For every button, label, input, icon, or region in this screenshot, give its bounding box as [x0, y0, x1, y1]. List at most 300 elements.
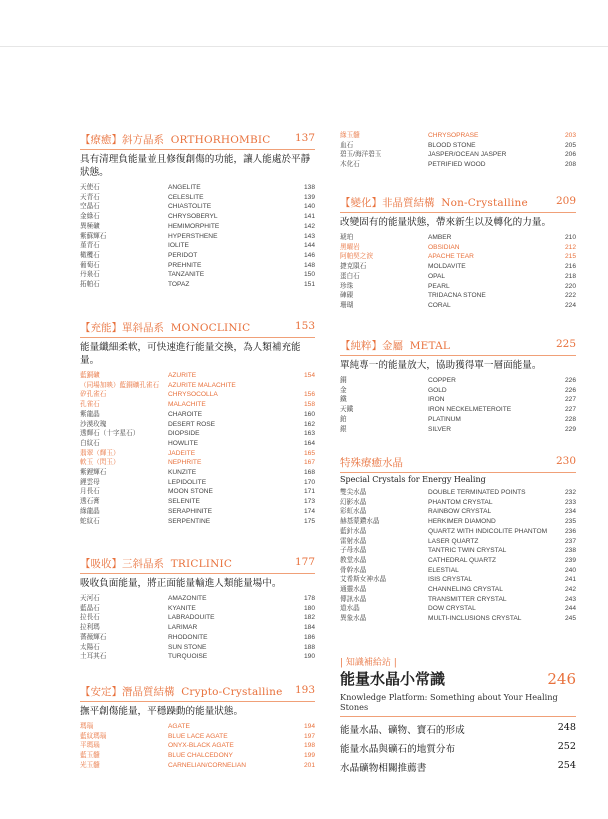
entry-page: 233 — [564, 498, 576, 506]
entry-en-name: CELESLITE — [168, 193, 204, 201]
entry-zh-name: 鋰雲母 — [80, 478, 100, 486]
knowledge-title: 能量水晶小常識 — [340, 670, 446, 688]
toc-entry[interactable] — [340, 604, 576, 614]
entry-page: 190 — [303, 653, 315, 661]
entry-zh-name: 珍珠 — [340, 282, 354, 290]
toc-entry[interactable] — [340, 405, 576, 415]
entry-zh-name: 堇青石 — [80, 242, 100, 250]
entry-page: 156 — [303, 391, 315, 399]
entry-page: 151 — [303, 281, 315, 289]
entry-en-name: CATHEDRAL QUARTZ — [428, 556, 497, 564]
entry-page: 141 — [303, 213, 315, 221]
entry-zh-name: 雷射水晶 — [340, 537, 367, 545]
entry-zh-name: 天河石 — [80, 595, 100, 602]
entry-en-name: LASER QUARTZ — [428, 537, 479, 545]
entry-page: 146 — [303, 251, 315, 259]
toc-entry[interactable] — [340, 386, 576, 396]
entry-zh-name: 天鐵 — [340, 406, 354, 414]
entry-en-name: AGATE — [168, 723, 190, 730]
section-orthorhombic — [80, 132, 315, 290]
entry-zh-name: 雙尖水晶 — [340, 489, 367, 496]
entry-en-name: PREHNITE — [168, 261, 202, 269]
section-en: MONOCLINIC — [170, 322, 251, 334]
entry-zh-name: 彩虹水晶 — [340, 508, 367, 516]
entry-page: 184 — [303, 624, 315, 632]
toc-entry[interactable] — [80, 643, 315, 653]
entry-page: 175 — [303, 517, 315, 525]
entry-en-name: QUARTZ WITH INDICOLITE PHANTOM — [428, 527, 548, 535]
entry-en-name: TANTRIC TWIN CRYSTAL — [428, 547, 507, 555]
section-crypto-crystalline — [80, 684, 315, 771]
entry-en-name: AZURITE MALACHITE — [168, 381, 236, 389]
entry-table — [80, 722, 315, 771]
toc-entry[interactable] — [80, 251, 315, 261]
entry-page: 158 — [303, 401, 315, 409]
entry-zh-name: 艾希斯女神水晶 — [340, 576, 387, 584]
toc-entry[interactable] — [80, 594, 315, 604]
entry-en-name: CHANNELING CRYSTAL — [428, 586, 503, 594]
entry-page: 226 — [564, 386, 576, 394]
entry-en-name: PLATINUM — [428, 415, 461, 423]
entry-page: 180 — [303, 604, 315, 612]
knowledge-subtitle: Knowledge Platform: Something about Your Healing Stones — [340, 692, 558, 712]
entry-zh-name: 薔薇輝石 — [80, 633, 107, 641]
section-page: 193 — [294, 684, 315, 696]
knowledge-item-label: 水晶礦物相關推薦書 — [340, 763, 427, 774]
knowledge-item-label: 能量水晶與礦石的地質分布 — [340, 744, 456, 755]
entry-en-name: JADEITE — [168, 449, 196, 457]
entry-page: 174 — [303, 507, 315, 515]
knowledge-item-label: 能量水晶、礦物、寶石的形成 — [340, 725, 465, 736]
toc-entry[interactable] — [80, 468, 315, 478]
entry-zh-name: 空晶石 — [80, 203, 100, 211]
entry-page: 238 — [564, 547, 576, 555]
entry-zh-name: 教堂水晶 — [340, 556, 367, 564]
entry-zh-name: 透輝石（十字星石） — [80, 430, 140, 438]
section-description: 撫平創傷能量，平穩躁動的能量狀態。 — [80, 706, 244, 717]
section-en: Crypto-Crystalline — [181, 686, 283, 698]
entry-page: 241 — [564, 576, 576, 584]
section-en: TRICLINIC — [170, 558, 233, 570]
section-title[interactable] — [80, 684, 315, 702]
entry-en-name: TANZANITE — [168, 271, 205, 279]
entry-page: 139 — [303, 193, 315, 201]
entry-zh-name: 光玉髓 — [80, 761, 100, 769]
toc-entry[interactable] — [80, 270, 315, 280]
section-title[interactable] — [340, 338, 576, 356]
section-en: METAL — [409, 340, 451, 352]
toc-entry[interactable] — [340, 160, 576, 170]
section-tag: 特殊療癒水晶 — [340, 457, 403, 469]
entry-zh-name: 木化石 — [340, 161, 360, 169]
toc-entry[interactable] — [80, 458, 315, 468]
entry-en-name: PEARL — [428, 282, 450, 290]
entry-en-name: DIOPSIDE — [168, 430, 200, 438]
entry-page: 199 — [303, 752, 315, 760]
entry-en-name: BLUE LACE AGATE — [168, 732, 228, 740]
section-tag: 【充能】單斜晶系 — [80, 322, 164, 334]
toc-entry[interactable] — [340, 556, 576, 566]
entry-page: 245 — [564, 615, 576, 623]
toc-entry[interactable] — [80, 390, 315, 400]
entry-page: 164 — [303, 439, 315, 447]
entry-zh-name: 金綠石 — [80, 213, 100, 221]
section-title[interactable] — [340, 455, 576, 473]
entry-page: 143 — [303, 232, 315, 240]
toc-entry[interactable] — [340, 425, 576, 435]
knowledge-list — [340, 722, 576, 774]
toc-entry[interactable] — [340, 566, 576, 576]
toc-entry[interactable] — [80, 410, 315, 420]
toc-entry[interactable] — [340, 131, 576, 141]
toc-entry[interactable] — [340, 517, 576, 527]
entry-page: 167 — [303, 459, 315, 467]
section-title[interactable] — [80, 320, 315, 338]
entry-en-name: TOPAZ — [168, 281, 190, 289]
entry-page: 210 — [564, 234, 576, 241]
knowledge-platform — [340, 655, 576, 774]
entry-zh-name: 藍銅礦 — [80, 372, 100, 379]
entry-en-name: HOWLITE — [168, 439, 199, 447]
entry-page: 182 — [303, 614, 315, 622]
section-tag: 【變化】非晶質結構 — [340, 197, 435, 209]
entry-en-name: IOLITE — [168, 242, 189, 250]
entry-page: 242 — [564, 586, 576, 594]
entry-en-name: JASPER/OCEAN JASPER — [428, 151, 507, 159]
toc-entry[interactable] — [340, 301, 576, 311]
entry-page — [293, 381, 315, 391]
section-title[interactable] — [340, 195, 576, 213]
toc-entry[interactable] — [80, 741, 315, 751]
entry-table — [80, 594, 315, 662]
entry-page: 227 — [564, 406, 576, 414]
entry-page: 162 — [303, 420, 315, 428]
entry-en-name: CORAL — [428, 301, 451, 309]
section-en: Non-Crystalline — [441, 197, 528, 209]
entry-zh-name: 鐵 — [340, 396, 347, 404]
entry-page: 138 — [303, 184, 315, 191]
entry-en-name: BLOOD STONE — [428, 141, 476, 149]
entry-page: 227 — [564, 396, 576, 404]
entry-en-name: AMAZONITE — [168, 595, 207, 602]
entry-en-name: TRIDACNA STONE — [428, 292, 486, 300]
toc-entry[interactable] — [80, 439, 315, 449]
toc-entry[interactable] — [80, 761, 315, 771]
toc-entry[interactable] — [80, 193, 315, 203]
toc-entry[interactable] — [80, 280, 315, 290]
toc-entry[interactable] — [340, 498, 576, 508]
toc-entry[interactable] — [80, 633, 315, 643]
entry-en-name: IRON — [428, 396, 445, 404]
toc-entry[interactable] — [340, 546, 576, 556]
toc-entry[interactable] — [80, 517, 315, 527]
entry-zh-name: 阿帕契之淚 — [340, 253, 373, 261]
entry-en-name: ONYX-BLACK AGATE — [168, 742, 234, 750]
entry-page: 220 — [564, 282, 576, 290]
entry-zh-name: 紫龍晶 — [80, 410, 100, 418]
knowledge-item-page: 252 — [557, 741, 576, 752]
entry-en-name: CHRYSOPRASE — [428, 132, 479, 139]
entry-page: 224 — [564, 301, 576, 309]
toc-entry[interactable] — [80, 261, 315, 271]
toc-entry[interactable] — [80, 449, 315, 459]
section-monoclinic — [80, 320, 315, 526]
entry-page: 201 — [303, 761, 315, 769]
entry-en-name: ISIS CRYSTAL — [428, 576, 473, 584]
entry-en-name: LARIMAR — [168, 624, 198, 632]
section-page: 177 — [294, 556, 315, 568]
toc-entry[interactable] — [80, 183, 315, 193]
section-page: 225 — [555, 338, 576, 350]
toc-entry[interactable] — [80, 652, 315, 662]
entry-en-name: CHAROITE — [168, 410, 203, 418]
entry-zh-name: 藍紋瑪瑙 — [80, 732, 107, 740]
entry-en-name: ANGELITE — [168, 184, 201, 191]
top-rule — [0, 46, 608, 47]
entry-en-name: HEMIMORPHITE — [168, 222, 220, 230]
toc-entry[interactable] — [80, 751, 315, 761]
entry-page: 244 — [564, 605, 576, 613]
entry-zh-name: 紫蘇輝石 — [80, 232, 107, 240]
entry-page: 140 — [303, 203, 315, 211]
toc-entry[interactable] — [340, 272, 576, 282]
entry-page: 197 — [303, 732, 315, 740]
toc-entry[interactable] — [80, 212, 315, 222]
section-tag: 【吸收】三斜晶系 — [80, 558, 164, 570]
entry-zh-name: 碧玉/海洋碧玉 — [340, 151, 382, 159]
section-metal — [340, 338, 576, 434]
entry-page: 150 — [303, 271, 315, 279]
toc-entry[interactable] — [80, 429, 315, 439]
entry-en-name: PERIDOT — [168, 251, 198, 259]
knowledge-item-page: 254 — [557, 760, 576, 771]
toc-entry[interactable] — [80, 497, 315, 507]
entry-page: 208 — [564, 161, 576, 169]
toc-entry[interactable] — [80, 613, 315, 623]
entry-zh-name: 銀 — [340, 425, 347, 433]
entry-en-name: AZURITE — [168, 372, 197, 379]
entry-page: 240 — [564, 566, 576, 574]
entry-zh-name: （同場加映）藍銅礦孔雀石 — [80, 381, 160, 389]
section-title[interactable] — [80, 132, 315, 150]
entry-page: 154 — [303, 372, 315, 379]
entry-zh-name: 骨幹水晶 — [340, 566, 367, 574]
toc-entry[interactable] — [340, 252, 576, 262]
entry-page: 229 — [564, 425, 576, 433]
entry-zh-name: 葡萄石 — [80, 261, 100, 269]
toc-entry[interactable] — [80, 241, 315, 251]
entry-en-name: HERKIMER DIAMOND — [428, 518, 496, 526]
entry-zh-name: 拉利瑪 — [80, 624, 100, 632]
section-subtitle: Special Crystals for Energy Healing — [340, 475, 486, 484]
toc-entry[interactable] — [340, 150, 576, 160]
entry-page: 198 — [303, 742, 315, 750]
entry-en-name: AMBER — [428, 234, 452, 241]
entry-page: 142 — [303, 222, 315, 230]
entry-zh-name: 沙漠玫瑰 — [80, 420, 107, 428]
entry-page: 148 — [303, 261, 315, 269]
toc-entry[interactable] — [340, 537, 576, 547]
knowledge-item[interactable] — [340, 741, 576, 755]
entry-page: 235 — [564, 518, 576, 526]
toc-entry[interactable] — [340, 614, 576, 624]
entry-page: 203 — [564, 132, 576, 139]
entry-zh-name: 太陽石 — [80, 643, 100, 651]
entry-en-name: MOON STONE — [168, 488, 213, 496]
entry-en-name: SUN STONE — [168, 643, 207, 651]
entry-en-name: APACHE TEAR — [428, 253, 474, 261]
section-description: 吸收負面能量，將正面能量輸進人類能量場中。 — [80, 578, 282, 589]
entry-en-name: RAINBOW CRYSTAL — [428, 508, 492, 516]
entry-page: 222 — [564, 292, 576, 300]
knowledge-heading[interactable] — [340, 668, 576, 689]
entry-en-name: SERAPHINITE — [168, 507, 212, 515]
entry-table — [340, 131, 576, 170]
entry-en-name: MOLDAVITE — [428, 263, 466, 271]
entry-table — [80, 371, 315, 526]
entry-en-name: MALACHITE — [168, 401, 206, 409]
entry-zh-name: 天使石 — [80, 184, 100, 191]
toc-entry[interactable] — [340, 488, 576, 498]
toc-entry[interactable] — [340, 507, 576, 517]
toc-entry[interactable] — [80, 371, 315, 381]
entry-zh-name: 軟玉（閃玉） — [80, 459, 120, 467]
entry-en-name: GOLD — [428, 386, 447, 394]
entry-en-name: TURQUOISE — [168, 653, 208, 661]
entry-en-name: CARNELIAN/CORNELIAN — [168, 761, 247, 769]
entry-page: 205 — [564, 141, 576, 149]
toc-entry[interactable] — [80, 400, 315, 410]
section-description: 具有清理負能量並且修復創傷的功能，讓人能處於平靜狀態。 — [80, 154, 311, 178]
entry-page: 170 — [303, 478, 315, 486]
toc-entry[interactable] — [80, 487, 315, 497]
toc-entry[interactable] — [340, 141, 576, 151]
entry-en-name: BLUE CHALCEDONY — [168, 752, 233, 760]
entry-zh-name: 通靈水晶 — [340, 586, 367, 594]
section-page: 137 — [294, 132, 315, 144]
toc-entry[interactable] — [80, 722, 315, 732]
entry-page: 188 — [303, 643, 315, 651]
entry-zh-name: 白紋石 — [80, 439, 100, 447]
toc-entry[interactable] — [80, 623, 315, 633]
entry-zh-name: 捷克隕石 — [340, 263, 367, 271]
toc-entry[interactable] — [80, 232, 315, 242]
entry-zh-name: 黑曜岩 — [340, 243, 360, 251]
entry-page: 206 — [564, 151, 576, 159]
toc-entry[interactable] — [340, 527, 576, 537]
entry-zh-name: 鉑 — [340, 415, 347, 423]
entry-en-name: LEPIDOLITE — [168, 478, 207, 486]
entry-zh-name: 翡翠（輝玉） — [80, 449, 120, 457]
toc-entry[interactable] — [80, 420, 315, 430]
section-continued — [340, 131, 576, 170]
knowledge-page: 246 — [547, 670, 576, 688]
knowledge-item[interactable] — [340, 722, 576, 736]
entry-page: 173 — [303, 498, 315, 506]
section-tag: 【療癒】斜方晶系 — [80, 134, 164, 146]
section-description: 單純專一的能量放大，協助獲得單一層面能量。 — [340, 360, 542, 371]
entry-en-name: LABRADOUITE — [168, 614, 215, 622]
section-en: ORTHORHOMBIC — [170, 134, 271, 146]
toc-entry[interactable] — [340, 395, 576, 405]
knowledge-item-page: 248 — [557, 722, 576, 733]
entry-zh-name: 瑪瑙 — [80, 723, 94, 730]
knowledge-tag: | 知識補給站 | — [340, 658, 397, 668]
toc-entry[interactable] — [340, 262, 576, 272]
entry-zh-name: 紫鋰輝石 — [80, 469, 107, 477]
entry-en-name: SILVER — [428, 425, 451, 433]
entry-table — [80, 183, 315, 290]
toc-entry[interactable] — [80, 202, 315, 212]
entry-page: 239 — [564, 556, 576, 564]
toc-entry[interactable] — [340, 585, 576, 595]
toc-entry[interactable] — [80, 732, 315, 742]
entry-page: 212 — [564, 243, 576, 251]
entry-en-name: COPPER — [428, 377, 456, 384]
entry-en-name: KUNZITE — [168, 469, 197, 477]
knowledge-item[interactable] — [340, 760, 576, 774]
entry-zh-name: 矽孔雀石 — [80, 391, 107, 399]
entry-page: 218 — [564, 272, 576, 280]
entry-page: 234 — [564, 508, 576, 516]
toc-entry[interactable] — [80, 478, 315, 488]
section-special-crystals — [340, 455, 576, 624]
entry-page: 186 — [303, 633, 315, 641]
entry-zh-name: 血石 — [340, 141, 354, 149]
toc-entry[interactable] — [340, 415, 576, 425]
section-page: 153 — [294, 320, 315, 332]
toc-entry[interactable] — [340, 291, 576, 301]
entry-zh-name: 透石膏 — [80, 498, 100, 506]
toc-entry[interactable] — [340, 243, 576, 253]
entry-en-name: PHANTOM CRYSTAL — [428, 498, 493, 506]
entry-page: 216 — [564, 263, 576, 271]
section-tag: 【純粹】金屬 — [340, 340, 403, 352]
entry-zh-name: 藍晶石 — [80, 604, 100, 612]
entry-en-name: RHODONITE — [168, 633, 208, 641]
entry-en-name: IRON NECKELMETEROITE — [428, 406, 512, 414]
toc-entry[interactable] — [340, 282, 576, 292]
section-triclinic — [80, 556, 315, 662]
toc-entry[interactable] — [80, 381, 315, 391]
entry-page: 171 — [303, 488, 315, 496]
entry-zh-name: 蛇紋石 — [80, 517, 100, 525]
entry-en-name: MULTI-INCLUSIONS CRYSTAL — [428, 615, 522, 623]
entry-zh-name: 天青石 — [80, 193, 100, 201]
toc-entry[interactable] — [340, 595, 576, 605]
entry-table — [340, 376, 576, 434]
entry-zh-name: 藍針水晶 — [340, 527, 367, 535]
entry-zh-name: 異極礦 — [80, 222, 100, 230]
entry-zh-name: 綠龍晶 — [80, 507, 100, 515]
entry-zh-name: 拓帕石 — [80, 281, 100, 289]
section-title[interactable] — [80, 556, 315, 574]
entry-en-name: DOW CRYSTAL — [428, 605, 476, 613]
section-page: 230 — [555, 455, 576, 467]
toc-entry[interactable] — [340, 233, 576, 243]
toc-entry[interactable] — [340, 575, 576, 585]
toc-entry[interactable] — [80, 222, 315, 232]
section-description: 改變固有的能量狀態，帶來新生以及轉化的力量。 — [340, 217, 552, 228]
entry-zh-name: 銅 — [340, 377, 347, 384]
entry-en-name: OBSIDIAN — [428, 243, 460, 251]
section-tag: 【安定】潛晶質結構 — [80, 686, 175, 698]
entry-en-name: HYPERSTHENE — [168, 232, 218, 240]
toc-entry[interactable] — [80, 507, 315, 517]
toc-entry[interactable] — [80, 604, 315, 614]
entry-page: 178 — [303, 595, 315, 602]
toc-entry[interactable] — [340, 376, 576, 386]
